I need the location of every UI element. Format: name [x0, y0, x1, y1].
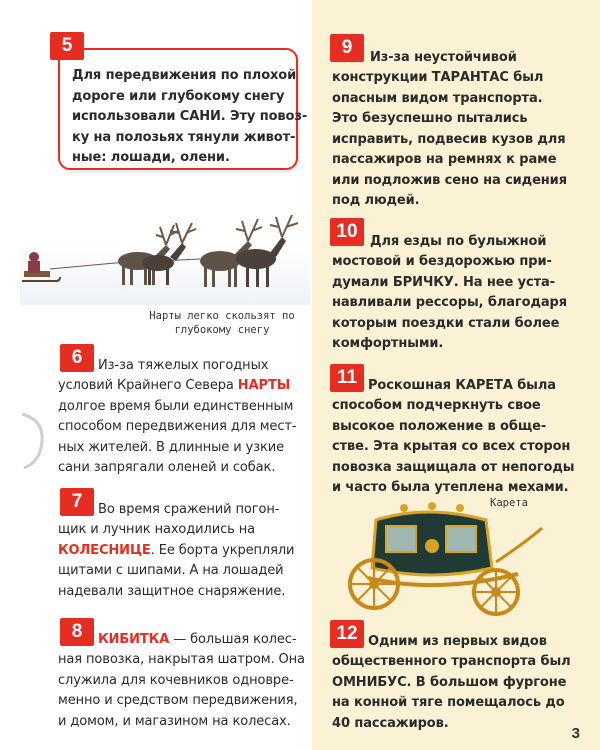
- block-9-line-1: Из-за неустойчивой: [370, 50, 517, 65]
- reindeer-sleigh-illustration: [20, 205, 310, 305]
- block-6-text: условий Крайнего Севера НАРТЫ долгое время были единственным способом передвижения для мест- ных жителей. В длинные и узкие сани запрягали оленей и собак.: [58, 378, 297, 475]
- block-11-number: 11: [330, 364, 364, 392]
- block-11-line-1: Роскошная КАРЕТА была: [368, 378, 556, 393]
- nart-highlight: НАРТЫ: [237, 378, 291, 393]
- chariot-highlight: КОЛЕСНИЦЕ: [58, 542, 151, 558]
- block-6-number: 6: [60, 344, 94, 372]
- carriage-illustration: [346, 498, 546, 620]
- page-number: 3: [571, 725, 580, 742]
- sleigh-caption: Нарты легко скользят по глубокому снегу: [149, 310, 295, 336]
- block-10-text: мостовой и бездорожью при- думали БРИЧКУ. На нее уста- навливали рессоры, благодаря которым поездки стали более комфортными.: [332, 254, 567, 351]
- block-8-line-1: КИБИТКА — большая колес-: [98, 632, 297, 647]
- block-7-number: 7: [60, 488, 94, 516]
- curl-decoration-icon: [18, 412, 48, 472]
- block-5-text: Для передвижения по плохой дороге или глубокому снегу использовали САНИ. Эту повоз- ку на полозьях тянули живот- ные: лошади, олени.: [72, 68, 308, 165]
- block-10-line-1: Для езды по булыжной: [370, 234, 547, 249]
- block-8-text: ная повозка, накрытая шатром. Она служила для кочевников одновре- менно и средством передвижения, и домом, и магазином на колесах.: [58, 652, 305, 729]
- carriage-caption: Карета: [490, 497, 528, 509]
- block-7-line-1: Во время сражений погон-: [98, 502, 280, 517]
- block-12-text: общественного транспорта был ОМНИБУС. В большом фургоне на конной тяге помещалось до 40 пассажиров.: [332, 654, 571, 731]
- carriage-icon: [350, 502, 542, 614]
- block-6-line-1: Из-за тяжелых погодных: [98, 358, 269, 373]
- block-11-text: способом подчеркнуть свое высокое положение в обще- стве. Эта крытая со всех сторон повозка защищала от непогоды и часто была утеплена мехами.: [332, 398, 575, 495]
- kibitka-highlight: КИБИТКА: [98, 632, 170, 647]
- block-10-number: 10: [330, 218, 364, 246]
- block-9-number: 9: [330, 34, 364, 62]
- block-5-number: 5: [50, 32, 84, 60]
- block-7-text: щик и лучник находились на КОЛЕСНИЦЕ. Ее борта укрепляли щитами с шипами. А на лошадей надевали защитное снаряжение.: [58, 522, 295, 599]
- block-9-text: конструкции ТАРАНТАС был опасным видом транспорта. Это безуспешно пытались исправить, подвесив кузов для пассажиров на ремнях к раме или подложив сено на сидения под людей.: [332, 70, 567, 208]
- block-12-line-1: Одним из первых видов: [368, 634, 547, 649]
- block-8-number: 8: [60, 618, 94, 646]
- block-12-number: 12: [330, 620, 364, 648]
